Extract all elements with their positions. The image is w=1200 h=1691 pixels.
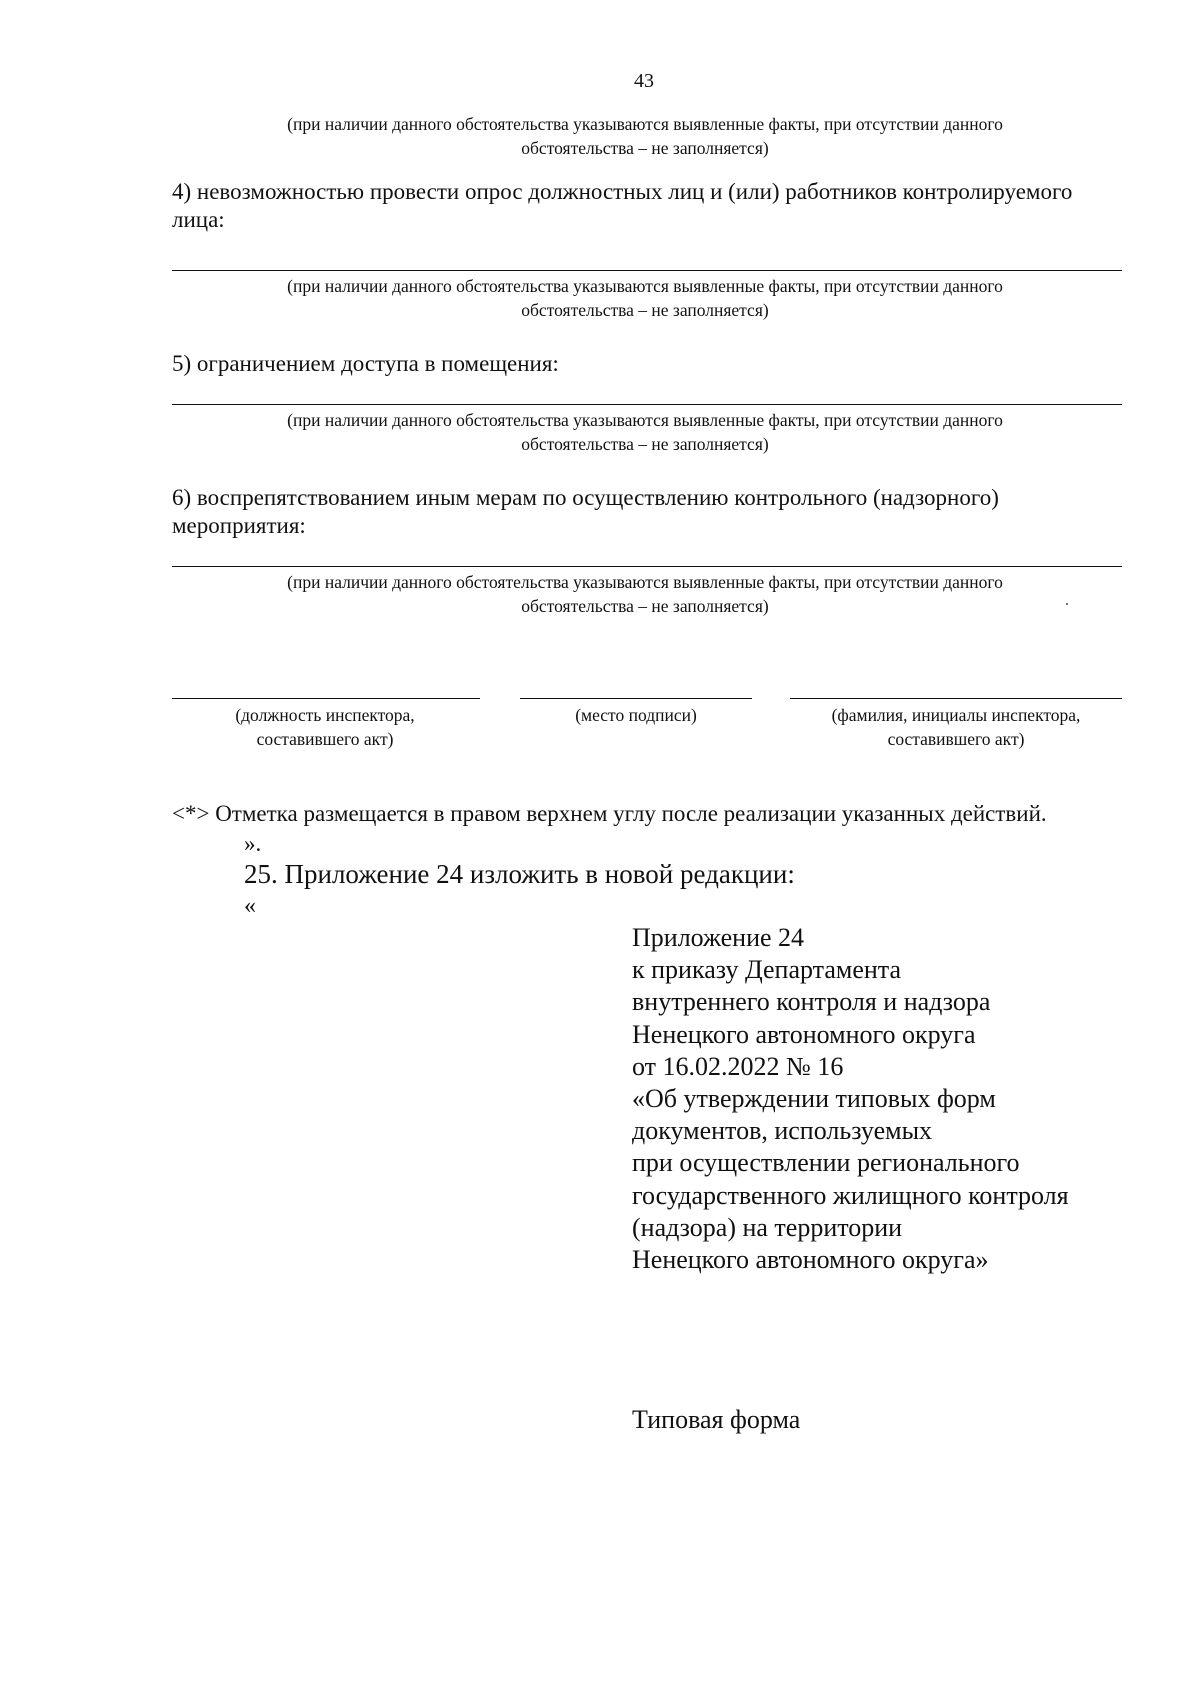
item-4-line: 4) невозможностью провести опрос должностных лиц и (или) работников контролируемого [172,179,1073,204]
placeholder-note [170,274,1120,322]
name-label-line: составившего акт) [887,729,1025,749]
item-5-line: 5) ограничением доступа в помещения: [172,351,559,376]
opening-quote: « [244,893,256,919]
page-number: 43 [634,70,654,92]
appendix-header-line: Приложение 24 [632,923,805,952]
appendix-header-line: Ненецкого автономного округа» [632,1245,989,1275]
appendix-header-line: Ненецкого автономного округа [632,1019,976,1049]
place-label-line: (место подписи) [575,705,697,725]
appendix-header-line: «Об утверждении типовых форм [632,1084,996,1114]
placeholder-note-line: обстоятельства – не заполняется) [521,138,769,158]
placeholder-note-line: (при наличии данного обстоятельства указываются выявленные факты, при отсутствии данного [287,410,1003,430]
placeholder-note [170,408,1120,456]
item-4 [172,178,1122,234]
placeholder-note-line: (при наличии данного обстоятельства указываются выявленные факты, при отсутствии данного [287,276,1003,296]
item-4-line: лица: [172,207,225,232]
form-type-label: Типовая форма [632,1405,801,1434]
position-label-line: (должность инспектора, [235,705,415,725]
placeholder-note-line: обстоятельства – не заполняется) [521,300,769,320]
amendment-clause: 25. Приложение 24 изложить в новой редакции: [244,859,795,889]
position-label [190,703,460,751]
placeholder-note [170,112,1120,160]
position-label-line: составившего акт) [256,729,394,749]
placeholder-note [170,570,1120,618]
place-label [520,703,752,727]
placeholder-note-line: (при наличии данного обстоятельства указываются выявленные факты, при отсутствии данного [287,114,1003,134]
appendix-header-line: при осуществлении регионального [632,1148,1020,1178]
placeholder-note-line: (при наличии данного обстоятельства указываются выявленные факты, при отсутствии данного [287,572,1003,592]
appendix-header-line: внутреннего контроля и надзора [632,987,991,1017]
appendix-header-line: государственного жилищного контроля [632,1180,1069,1210]
item-5 [172,350,1122,378]
footnote: <*> Отметка размещается в правом верхнем углу после реализации указанных действий. [172,801,1047,826]
fill-in-line [172,270,1122,271]
appendix-header-line: от 16.02.2022 № 16 [632,1051,844,1081]
item-6 [172,484,1122,540]
appendix-header-line: документов, используемых [632,1116,933,1146]
appendix-header-line: к приказу Департамента [632,955,902,985]
position-signature-line [172,698,480,699]
placeholder-note-line: обстоятельства – не заполняется) [521,434,769,454]
place-signature-line [520,698,752,699]
appendix-header-line: (надзора) на территории [632,1212,903,1242]
scan-dot [1066,603,1068,605]
placeholder-note-line: обстоятельства – не заполняется) [521,596,769,616]
item-6-line: 6) воспрепятствованием иным мерам по осуществлению контрольного (надзорного) [172,485,999,510]
fill-in-line [172,566,1122,567]
closing-quote: ». [244,831,262,856]
fill-in-line [172,404,1122,405]
name-signature-line [790,698,1122,699]
item-6-line: мероприятия: [172,513,306,538]
name-label-line: (фамилия, инициалы инспектора, [831,705,1081,725]
name-label [790,703,1122,751]
appendix-header [632,922,1172,1276]
